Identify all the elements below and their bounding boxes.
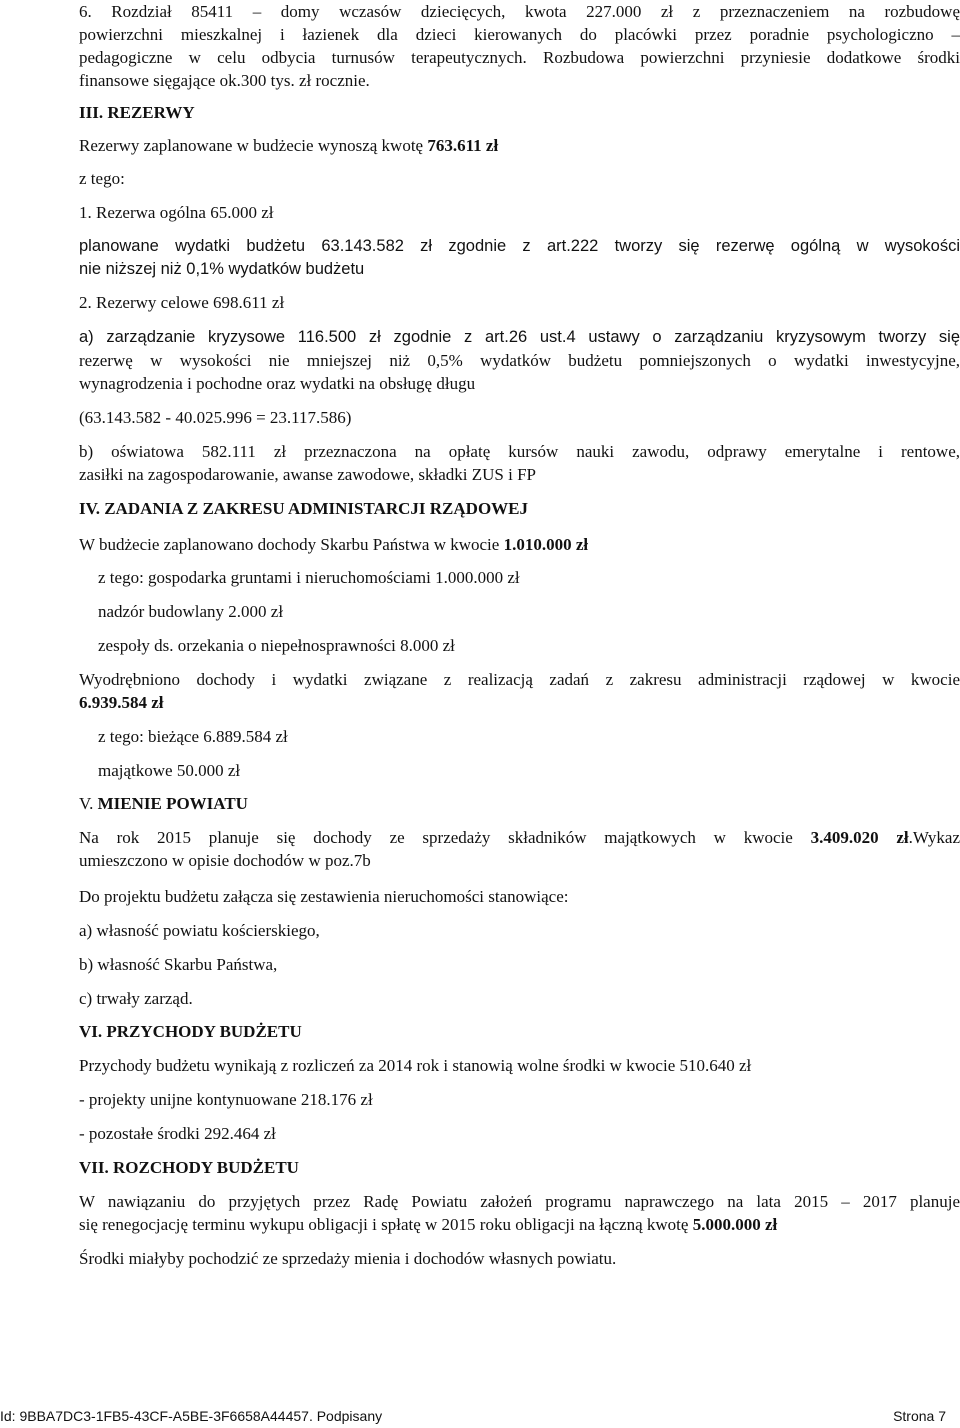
property-item: a) własność powiatu kościerskiego, bbox=[79, 921, 320, 940]
property-sale: umieszczono w opisie dochodów w poz.7b bbox=[79, 851, 371, 870]
government-capital: majątkowe 50.000 zł bbox=[98, 761, 241, 780]
government-current: z tego: bieżące 6.889.584 zł bbox=[98, 727, 288, 746]
section-title: MIENIE POWIATU bbox=[97, 794, 248, 813]
reserves-total-text: Rezerwy zaplanowane w budżecie wynoszą kwotę bbox=[79, 136, 428, 155]
section-heading-property bbox=[79, 792, 960, 815]
section-number: V. bbox=[79, 794, 98, 813]
property-item: b) własność Skarbu Państwa, bbox=[79, 955, 278, 974]
expenditures-text-part: się renegocjację terminu wykupu obligacji i spłatę w 2015 roku obligacji na łączną kwotę bbox=[79, 1215, 693, 1234]
property-sale bbox=[79, 826, 960, 849]
government-income-item: nadzór budowlany 2.000 zł bbox=[98, 602, 284, 621]
property-sale-suffix: .Wykaz bbox=[908, 828, 960, 847]
property-item: c) trwały zarząd. bbox=[79, 989, 193, 1008]
reserve-education: b) oświatowa 582.111 zł przeznaczona na opłatę kursów nauki zawodu, odprawy emerytalne i rentowe, bbox=[79, 442, 960, 461]
property-sale-amount: 3.409.020 zł bbox=[810, 828, 909, 847]
reserve-crisis: a) zarządzanie kryzysowe 116.500 zł zgodnie z art.26 ust.4 ustawy o zarządzaniu kryzysowym tworzy się bbox=[79, 328, 960, 346]
government-separated: Wyodrębniono dochody i wydatki związane z realizacją zadań z zakresu administracji rządowej w kwocie bbox=[79, 670, 960, 689]
expenditures-text: W nawiązaniu do przyjętych przez Radę Powiatu założeń programu naprawczego na lata 2015 – 2017 planuje bbox=[79, 1192, 960, 1211]
reserve-general-description: nie niższej niż 0,1% wydatków budżetu bbox=[79, 260, 365, 278]
property-sale-text: Na rok 2015 planuje się dochody ze sprzedaży składników majątkowych w kwocie bbox=[79, 828, 811, 847]
reserve-crisis: wynagrodzenia i pochodne oraz wydatki na obsługę długu bbox=[79, 374, 476, 393]
page-number: Strona 7 bbox=[893, 1408, 946, 1424]
expenditures-text bbox=[79, 1213, 960, 1236]
reserve-education: zasiłki na zagospodarowanie, awanse zawodowe, składki ZUS i FP bbox=[79, 465, 536, 484]
revenues-text: Przychody budżetu wynikają z rozliczeń za 2014 rok i stanowią wolne środki w kwocie 510.640 zł bbox=[79, 1056, 752, 1075]
expenditures-funds: Środki miałyby pochodzić ze sprzedaży mienia i dochodów własnych powiatu. bbox=[79, 1249, 617, 1268]
reserve-crisis-calculation: (63.143.582 - 40.025.996 = 23.117.586) bbox=[79, 408, 352, 427]
reserve-targeted: 2. Rezerwy celowe 698.611 zł bbox=[79, 293, 285, 312]
section-heading-expenditures: VII. ROZCHODY BUDŻETU bbox=[79, 1158, 299, 1177]
government-separated-amount: 6.939.584 zł bbox=[79, 693, 164, 712]
government-income-item: zespoły ds. orzekania o niepełnosprawności 8.000 zł bbox=[98, 636, 455, 655]
government-income-text: W budżecie zaplanowano dochody Skarbu Państwa w kwocie bbox=[79, 535, 504, 554]
reserves-of-which: z tego: bbox=[79, 169, 125, 188]
reserve-general-description: planowane wydatki budżetu 63.143.582 zł zgodnie z art.222 tworzy się rezerwę ogólną w wysokości bbox=[79, 237, 960, 255]
revenues-item: - projekty unijne kontynuowane 218.176 zł bbox=[79, 1090, 373, 1109]
government-income-amount: 1.010.000 zł bbox=[503, 535, 589, 554]
intro-line: powierzchni mieszkalnej i łazienek dla dzieci kierowanych do placówki przez poradnie psychologiczno – bbox=[79, 25, 960, 44]
government-income-item: z tego: gospodarka gruntami i nieruchomościami 1.000.000 zł bbox=[98, 568, 520, 587]
document-id: Id: 9BBA7DC3-1FB5-43CF-A5BE-3F6658A44457. Podpisany bbox=[0, 1408, 383, 1424]
section-heading-reserves: III. REZERWY bbox=[79, 103, 195, 122]
reserve-general: 1. Rezerwa ogólna 65.000 zł bbox=[79, 203, 274, 222]
property-attachment: Do projektu budżetu załącza się zestawienia nieruchomości stanowiące: bbox=[79, 887, 569, 906]
reserve-crisis: rezerwę w wysokości nie mniejszej niż 0,5% wydatków budżetu pomniejszonych o wydatki inwestycyjne, bbox=[79, 351, 960, 370]
intro-line: finansowe sięgające ok.300 tys. zł rocznie. bbox=[79, 71, 370, 90]
expenditures-amount: 5.000.000 zł bbox=[692, 1215, 778, 1234]
government-income bbox=[79, 533, 960, 556]
intro-line: pedagogiczne w celu odbycia turnusów terapeutycznych. Rozbudowa powierzchni przyniesie dodatkowe środki bbox=[79, 48, 960, 67]
revenues-item: - pozostałe środki 292.464 zł bbox=[79, 1124, 276, 1143]
section-heading-revenues: VI. PRZYCHODY BUDŻETU bbox=[79, 1022, 302, 1041]
section-heading-government-tasks: IV. ZADANIA Z ZAKRESU ADMINISTARCJI RZĄDOWEJ bbox=[79, 499, 529, 518]
intro-line: 6. Rozdział 85411 – domy wczasów dziecięcych, kwota 227.000 zł z przeznaczeniem na rozbudowę bbox=[79, 2, 960, 21]
reserves-total-amount: 763.611 zł bbox=[427, 136, 499, 155]
reserves-total bbox=[79, 134, 960, 157]
